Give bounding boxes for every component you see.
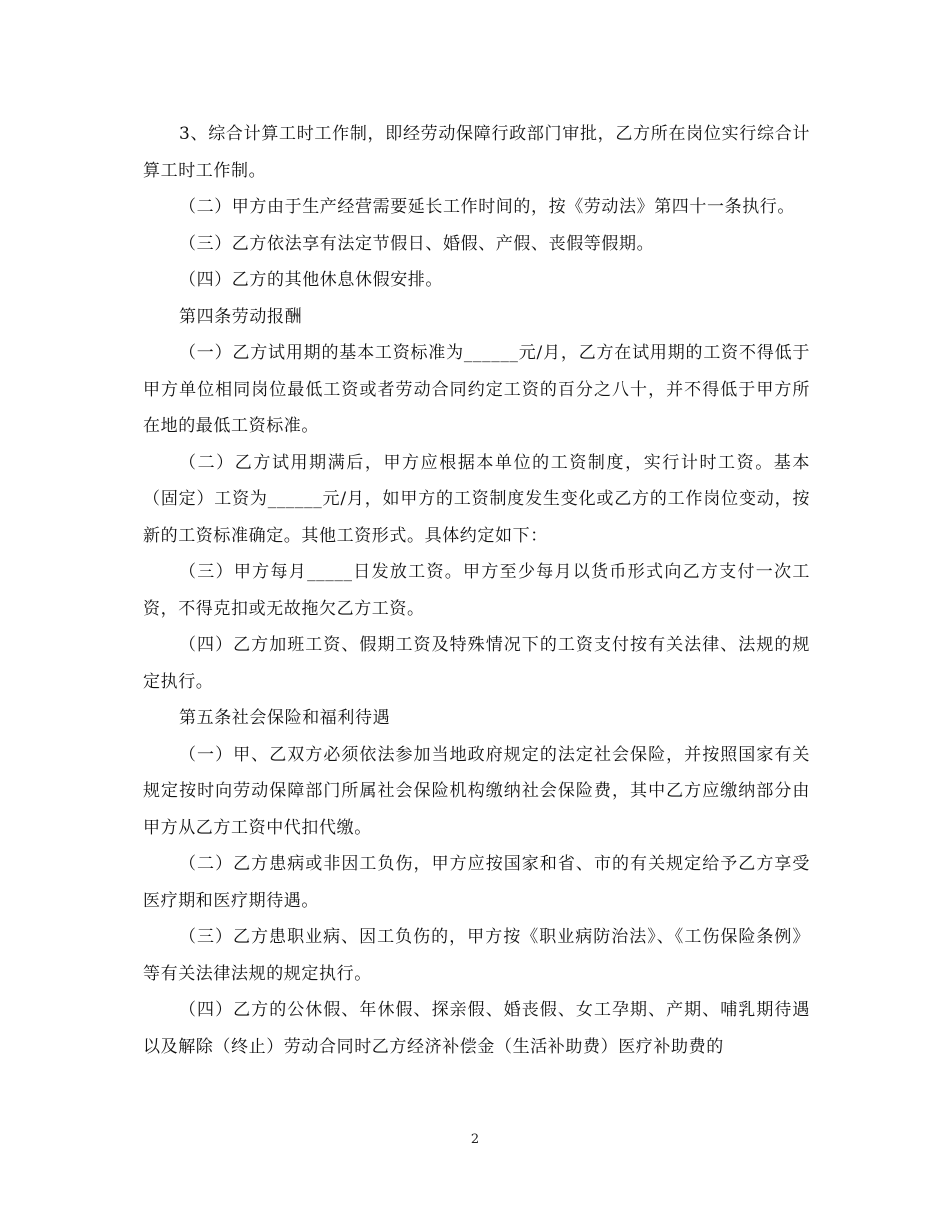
paragraph-other-leave: （四）乙方的其他休息休假安排。 bbox=[179, 270, 443, 290]
document-body bbox=[143, 116, 810, 1065]
paragraph-leave-benefits: （四）乙方的公休假、年休假、探亲假、婚丧假、女工孕期、产期、哺乳期待遇以及解除（终止）劳动合同时乙方经济补偿金（生活补助费）医疗补助费的 bbox=[143, 1000, 810, 1057]
paragraph-overtime-pay: （四）乙方加班工资、假期工资及特殊情况下的工资支付按有关法律、法规的规定执行。 bbox=[143, 635, 810, 692]
paragraph-basic-wage: （二）乙方试用期满后，甲方应根据本单位的工资制度，实行计时工资。基本（固定）工资为______元/月，如甲方的工资制度发生变化或乙方的工作岗位变动，按新的工资标准确定。其他工资形式。具体约定如下： bbox=[143, 452, 810, 546]
paragraph-statutory-holidays: （三）乙方依法享有法定节假日、婚假、产假、丧假等假期。 bbox=[179, 233, 655, 254]
section-heading-article-5: 第五条社会保险和福利待遇 bbox=[179, 708, 391, 728]
paragraph-payday: （三）甲方每月_____日发放工资。甲方至少每月以货币形式向乙方支付一次工资，不得克扣或无故拖欠乙方工资。 bbox=[143, 562, 810, 619]
paragraph-illness-injury: （二）乙方患病或非因工负伤，甲方应按国家和省、市的有关规定给予乙方享受医疗期和医疗期待遇。 bbox=[143, 854, 810, 911]
paragraph-comprehensive-working-hours: 3、综合计算工时工作制，即经劳动保障行政部门审批，乙方所在岗位实行综合计算工时工作制。 bbox=[143, 124, 810, 181]
paragraph-overtime-extension: （二）甲方由于生产经营需要延长工作时间的，按《劳动法》第四十一条执行。 bbox=[179, 197, 795, 217]
paragraph-probation-wage: （一）乙方试用期的基本工资标准为______元/月，乙方在试用期的工资不得低于甲方单位相同岗位最低工资或者劳动合同约定工资的百分之八十，并不得低于甲方所在地的最低工资标准。 bbox=[143, 343, 810, 436]
paragraph-occupational-disease: （三）乙方患职业病、因工负伤的，甲方按《职业病防治法》、《工伤保险条例》等有关法律法规的规定执行。 bbox=[143, 927, 810, 984]
page-number: 2 bbox=[470, 1132, 480, 1147]
paragraph-social-insurance: （一）甲、乙双方必须依法参加当地政府规定的法定社会保险，并按照国家有关规定按时向劳动保障部门所属社会保险机构缴纳社会保险费，其中乙方应缴纳部分由甲方从乙方工资中代扣代缴。 bbox=[143, 744, 810, 838]
section-heading-article-4: 第四条劳动报酬 bbox=[179, 306, 303, 327]
